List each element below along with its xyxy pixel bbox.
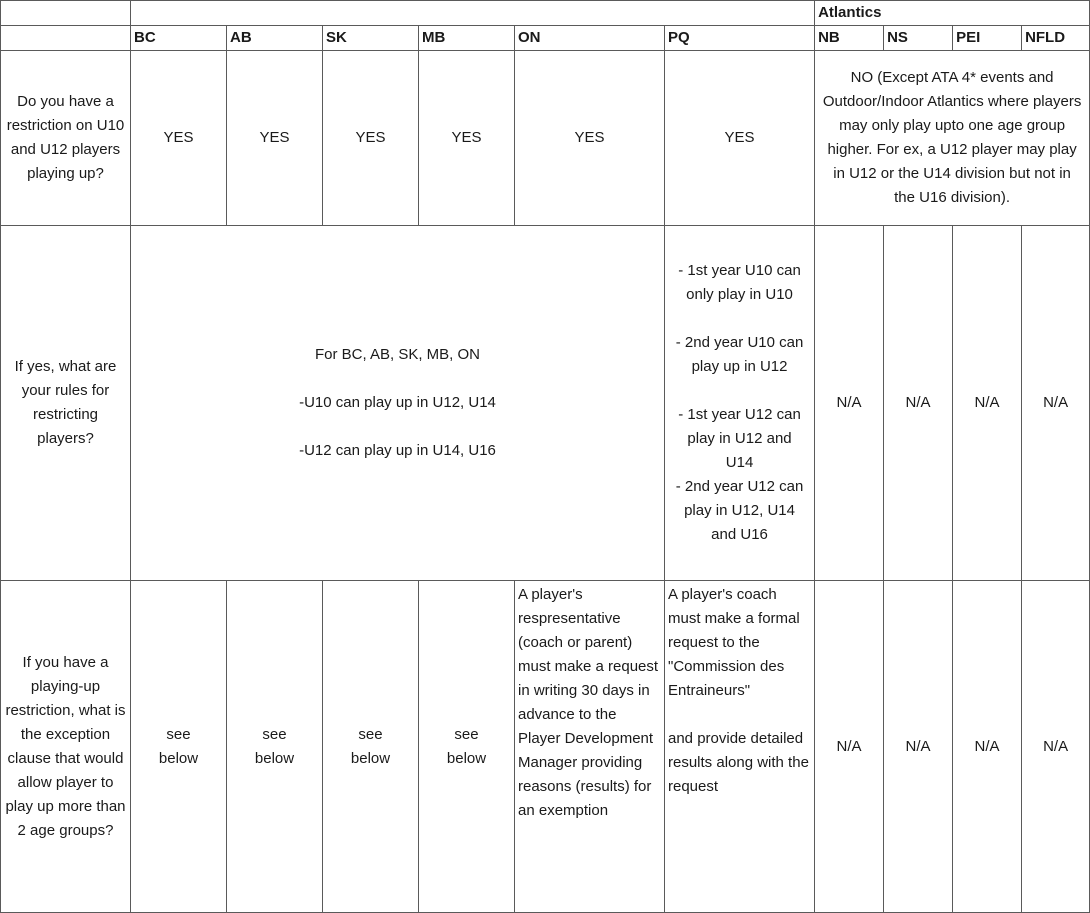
on-exception-text: A player's respresentative (coach or parent) must make a request in writing 30 days in advance to the Player Development Manager providing reasons (results) for an exemption: [518, 586, 659, 819]
table-row: [1, 51, 1090, 226]
answer-mb: see below: [419, 581, 515, 913]
column-header-on: ON: [515, 26, 665, 51]
column-header-pei: PEI: [953, 26, 1022, 51]
answer-on: [515, 581, 665, 913]
answer-atlantics: NO (Except ATA 4* events and Outdoor/Indoor Atlantics where players may only play upto one age group higher. For ex, a U12 player may play in U12 or the U14 division but not in the U16 division).: [815, 51, 1090, 226]
answer-on: YES: [515, 51, 665, 226]
answer-nfld: N/A: [1022, 581, 1090, 913]
answer-ns: N/A: [884, 226, 953, 581]
atlantics-group-header: Atlantics: [815, 1, 1090, 26]
answer-nb: N/A: [815, 581, 884, 913]
answer-ab: YES: [227, 51, 323, 226]
column-header-ns: NS: [884, 26, 953, 51]
answer-bc: YES: [131, 51, 227, 226]
answer-pei: N/A: [953, 581, 1022, 913]
pq-rule-4: - 2nd year U12 can play in U12, U14 and U16: [675, 478, 804, 543]
question-header-cell: [1, 26, 131, 51]
merged-rule-u10: -U10 can play up in U12, U14: [299, 394, 496, 411]
column-header-mb: MB: [419, 26, 515, 51]
answer-mb: YES: [419, 51, 515, 226]
corner-cell: [1, 1, 131, 26]
column-header-ab: AB: [227, 26, 323, 51]
answer-sk: see below: [323, 581, 419, 913]
table-row: [1, 581, 1090, 913]
answer-sk: YES: [323, 51, 419, 226]
pq-exception-part-1: A player's coach must make a formal request to the "Commission des Entraineurs": [668, 586, 800, 699]
pq-exception-part-2: and provide detailed results along with the request: [668, 730, 809, 795]
answer-nb: N/A: [815, 226, 884, 581]
answer-pq: YES: [665, 51, 815, 226]
question-cell: If yes, what are your rules for restricting players?: [1, 226, 131, 581]
merged-rule-u12: -U12 can play up in U14, U16: [299, 442, 496, 459]
question-cell: Do you have a restriction on U10 and U12 players playing up?: [1, 51, 131, 226]
pq-rule-1: - 1st year U10 can only play in U10: [678, 262, 801, 303]
header-spacer: [131, 1, 815, 26]
merged-rules-title: For BC, AB, SK, MB, ON: [314, 346, 481, 363]
pq-rule-2: - 2nd year U10 can play up in U12: [675, 334, 804, 375]
pq-rules-cell: [665, 226, 815, 581]
column-header-nb: NB: [815, 26, 884, 51]
answer-pq: [665, 581, 815, 913]
table-row: [1, 226, 1090, 581]
column-header-pq: PQ: [665, 26, 815, 51]
column-header-nfld: NFLD: [1022, 26, 1090, 51]
column-header-bc: BC: [131, 26, 227, 51]
merged-rules-cell: [131, 226, 665, 581]
answer-pei: N/A: [953, 226, 1022, 581]
answer-ns: N/A: [884, 581, 953, 913]
answer-ab: see below: [227, 581, 323, 913]
question-cell: If you have a playing-up restriction, what is the exception clause that would allow player to play up more than 2 age groups?: [1, 581, 131, 913]
answer-bc: see below: [131, 581, 227, 913]
answer-nfld: N/A: [1022, 226, 1090, 581]
column-header-sk: SK: [323, 26, 419, 51]
pq-rule-3: - 1st year U12 can play in U12 and U14: [678, 406, 801, 471]
